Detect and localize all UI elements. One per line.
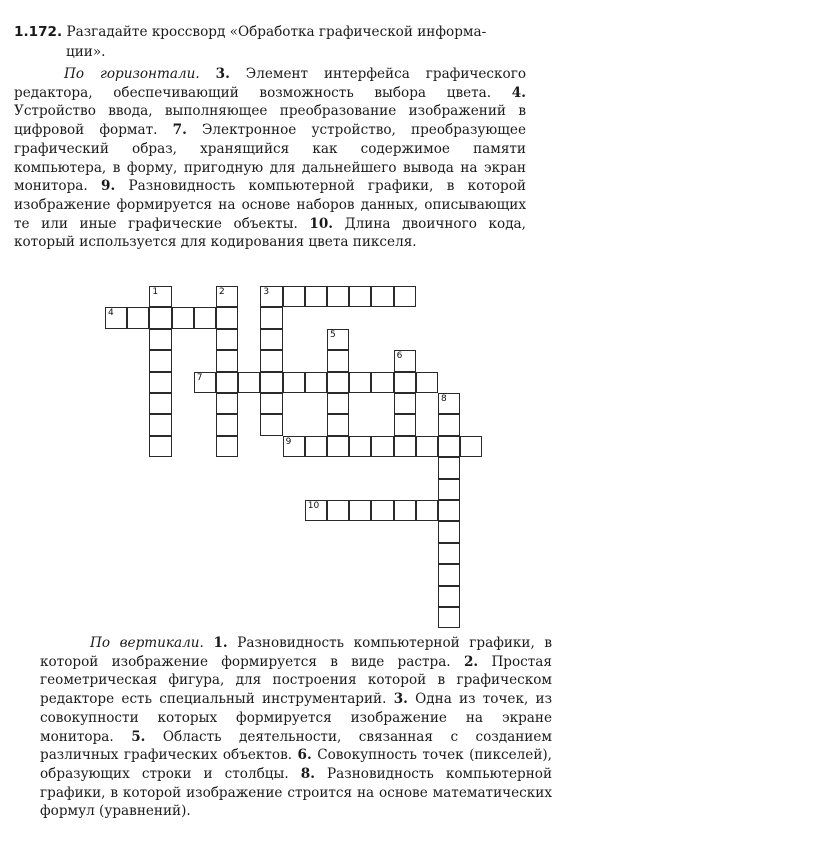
crossword-cell: [327, 414, 349, 435]
crossword-cell: [260, 393, 282, 414]
across-clue-number: 3.: [215, 66, 230, 82]
crossword-cell: [438, 564, 460, 585]
crossword-cell: [327, 286, 349, 307]
crossword-cell: [260, 414, 282, 435]
down-clue-text: Совокупность точек (пикселей), образующих строки и столбцы.: [40, 747, 553, 782]
task-title: Разгадайте кроссворд «Обработка графической информа-: [66, 24, 487, 40]
crossword-cell: [216, 372, 238, 393]
crossword-cell: [216, 393, 238, 414]
crossword-cell: [216, 286, 238, 307]
crossword-cell: [216, 350, 238, 371]
task-number: 1.172.: [14, 24, 63, 40]
crossword-cell: [194, 372, 216, 393]
crossword-cell: [416, 436, 438, 457]
crossword-cell: [149, 372, 171, 393]
crossword-cell: [327, 436, 349, 457]
crossword-cell: [327, 350, 349, 371]
crossword-cell: [438, 543, 460, 564]
crossword-cell: [394, 286, 416, 307]
crossword-cell-number: 6: [396, 351, 403, 362]
crossword-cell: [438, 586, 460, 607]
crossword-cell: [283, 286, 305, 307]
crossword-cell: [394, 414, 416, 435]
crossword-cell-number: 8: [441, 394, 447, 404]
crossword-cell: [105, 307, 127, 328]
crossword-cell: [327, 372, 349, 393]
crossword-cell: [283, 372, 305, 393]
down-clue-text: Простая геометрическая фигура, для построения которой в графическом редакторе есть специальный инструментарий.: [40, 653, 552, 708]
down-clue-text: Область деятельности, связанная с созданием различных графических объектов.: [40, 728, 552, 764]
down-clue-text: Разновидность компьютерной графики, в которой изображение формируется в виде растра.: [40, 635, 552, 670]
crossword-cell-number: 5: [330, 329, 336, 340]
crossword-cell: [260, 307, 282, 328]
crossword-cell: [305, 286, 327, 307]
crossword-cell: [194, 307, 216, 328]
crossword-cell: [371, 372, 393, 393]
crossword-cell: [371, 500, 393, 521]
crossword-cell: [438, 607, 460, 628]
down-heading: По вертикали.: [90, 635, 204, 651]
crossword-cell: [149, 414, 171, 435]
crossword-cell: [371, 436, 393, 457]
crossword-cell: [349, 500, 371, 521]
across-clue-number: 9.: [101, 178, 116, 195]
crossword-cell: [238, 372, 260, 393]
crossword-cell: [349, 372, 371, 393]
crossword-cell: [149, 393, 171, 414]
crossword-cell: [216, 414, 238, 435]
crossword-cell: [394, 500, 416, 521]
crossword-cell: [260, 372, 282, 393]
down-clue-number: 5.: [131, 728, 146, 745]
across-clue-text: Разновидность компьютерной графики, в которой изображение формируется на основе наборов данных, описывающих те или иные графические объекты.: [14, 178, 526, 232]
across-clue-number: 10.: [309, 215, 334, 232]
task-statement: [14, 22, 534, 62]
across-clue-text: Электронное устройство, преобразующее графический образ, хранящийся как содержимое памяти компьютера, в форму, пригодную для дальнейшего вывода на экран монитора.: [14, 122, 526, 195]
down-clue-number: 8.: [300, 765, 315, 782]
crossword-cell: [438, 500, 460, 521]
crossword-cell: [260, 286, 282, 307]
crossword-cell: [127, 307, 149, 328]
crossword-cell: [149, 436, 171, 457]
down-clue-number: 3.: [393, 691, 408, 708]
crossword-cell: [216, 307, 238, 328]
across-heading: По горизонтали.: [64, 66, 200, 82]
crossword-cell-number: 4: [108, 308, 114, 319]
down-clue-number: 2.: [463, 653, 479, 670]
crossword-cell: [438, 436, 460, 457]
crossword-cell: [416, 500, 438, 521]
crossword-cell: [438, 414, 460, 435]
across-clues: [14, 65, 526, 252]
crossword-cell: [327, 329, 349, 350]
crossword-cell: [371, 286, 393, 307]
crossword-cell: [349, 286, 371, 307]
across-clue-text: Длина двоичного кода, который используется для кодирования цвета пикселя.: [14, 215, 526, 251]
crossword-cell: [327, 500, 349, 521]
crossword-cell: [394, 372, 416, 393]
crossword-cell: [260, 329, 282, 350]
crossword-cell: [394, 393, 416, 414]
crossword-cell-number: 10: [307, 501, 320, 511]
crossword-cell: [149, 307, 171, 328]
crossword-cell: [305, 500, 327, 521]
crossword-cell: [149, 329, 171, 350]
crossword-cell: [283, 436, 305, 457]
down-clue-text: Разновидность компьютерной графики, в которой изображение строится на основе математических формул (уравнений).: [40, 765, 552, 820]
crossword-cell: [172, 307, 194, 328]
down-clue-text: Одна из точек, из совокупности которых формируется изображение на экране монитора.: [40, 691, 552, 745]
crossword-cell: [149, 350, 171, 371]
crossword-cell: [305, 436, 327, 457]
crossword-cell: [394, 350, 416, 371]
crossword-cell: [149, 286, 171, 307]
across-clue-text: Устройство ввода, выполняющее преобразование изображений в цифровой формат.: [14, 103, 526, 139]
down-clue-number: 6.: [297, 747, 312, 764]
crossword-cell: [438, 393, 460, 414]
across-clue-number: 4.: [511, 84, 526, 101]
crossword-cell: [416, 372, 438, 393]
crossword-cell: [260, 350, 282, 371]
crossword-cell: [438, 479, 460, 500]
crossword-cell-number: 1: [152, 287, 159, 297]
across-clue-text: Элемент интерфейса графического редактора, обеспечивающий возможность выбора цвета.: [14, 66, 527, 101]
crossword-cell: [305, 372, 327, 393]
across-clue-number: 7.: [172, 122, 187, 139]
crossword-cell: [349, 436, 371, 457]
crossword-cell-number: 7: [196, 372, 203, 383]
crossword-cell-number: 2: [219, 287, 225, 297]
down-clue-number: 1.: [213, 635, 228, 651]
down-clues: [40, 634, 552, 821]
crossword-cell-number: 3: [263, 287, 270, 297]
crossword-cell: [216, 436, 238, 457]
task-title-continuation: ции».: [66, 44, 106, 60]
crossword-cell: [438, 457, 460, 478]
crossword-cell: [327, 393, 349, 414]
crossword-cell: [394, 436, 416, 457]
crossword-cell: [216, 329, 238, 350]
crossword-cell: [460, 436, 482, 457]
crossword-cell: [438, 521, 460, 542]
crossword-cell-number: 9: [285, 436, 292, 447]
